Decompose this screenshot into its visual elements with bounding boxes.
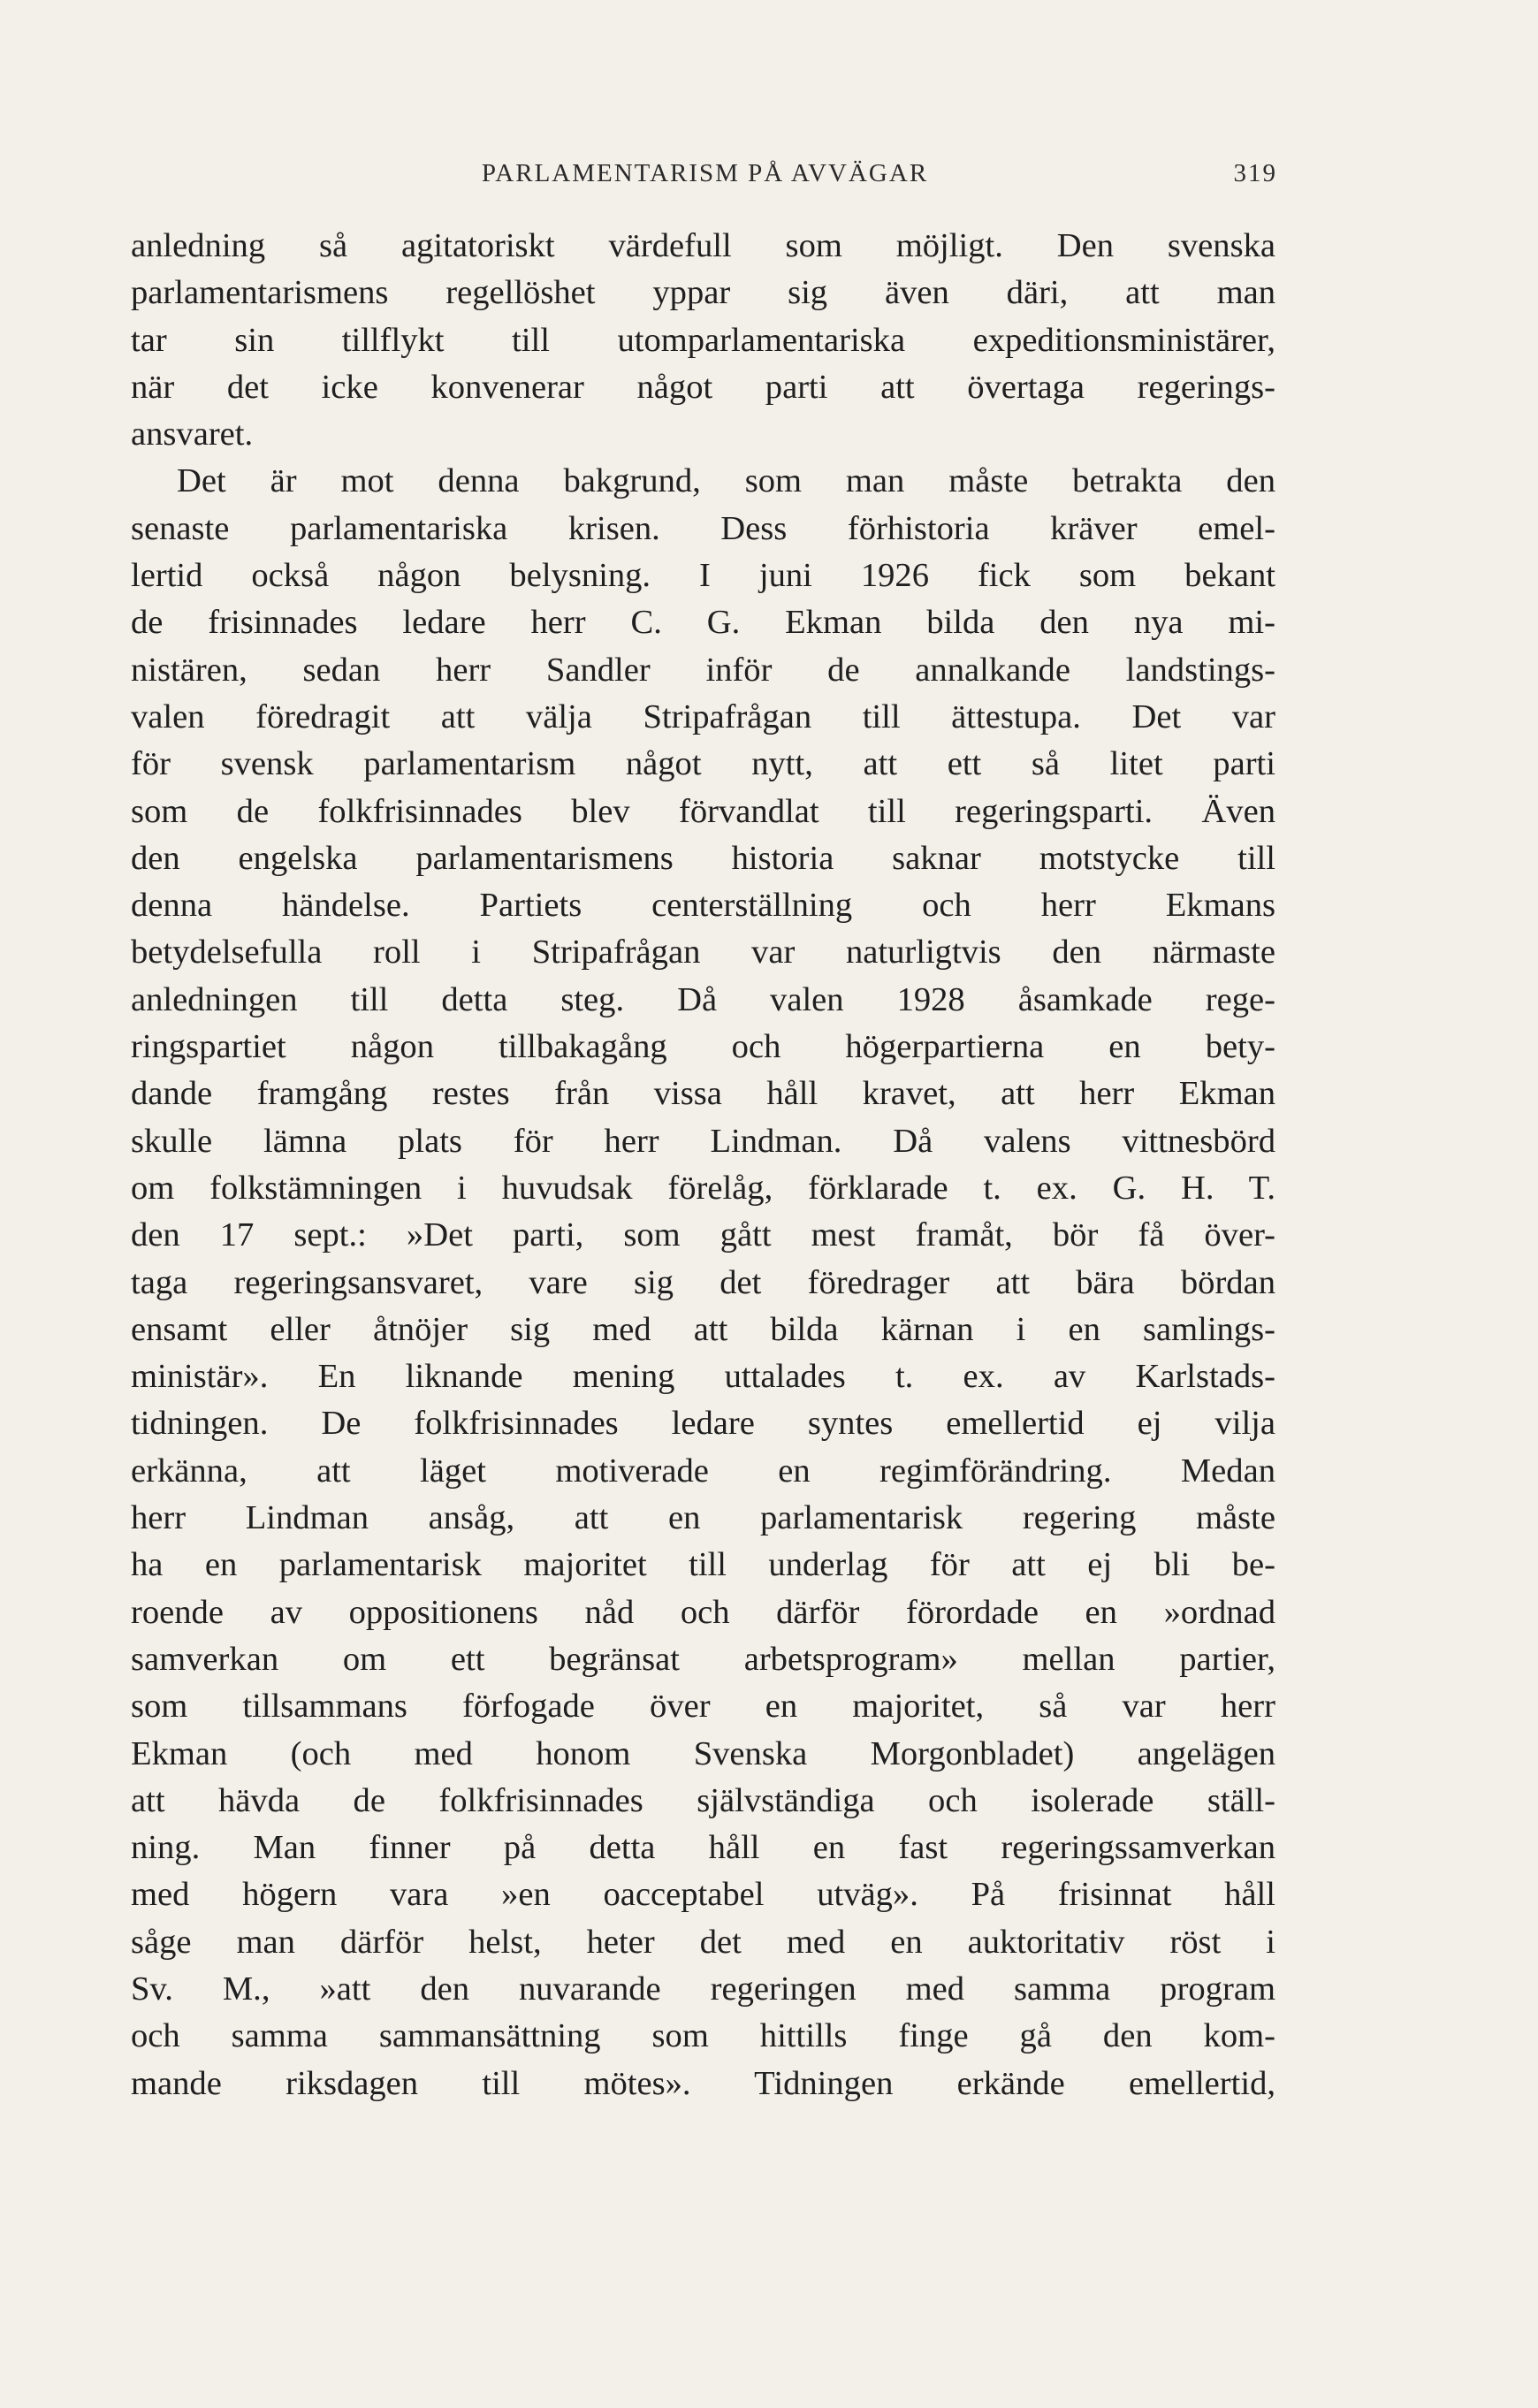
text-line: lertid också någon belysning. I juni 1926 fick som bekant [131,557,1275,595]
text-line: Sv. M., »att den nuvarande regeringen med samma program [131,1970,1275,2008]
text-line: för svensk parlamentarism något nytt, att ett så litet parti [131,745,1275,783]
text-line: ministär». En liknande mening uttalades t. ex. av Karlstads- [131,1358,1275,1396]
text-line: ha en parlamentarisk majoritet till underlag för att ej bli be- [131,1546,1275,1584]
text-line: ringspartiet någon tillbakagång och högerpartierna en bety- [131,1028,1275,1066]
body-text [131,223,1275,2107]
text-line: som tillsammans förfogade över en majoritet, så var herr [131,1688,1275,1726]
text-line: ensamt eller åtnöjer sig med att bilda kärnan i en samlings- [131,1310,1275,1348]
text-line: anledningen till detta steg. Då valen 1928 åsamkade rege- [131,980,1275,1018]
text-line: betydelsefulla roll i Stripafrågan var naturligtvis den närmaste [131,933,1275,972]
text-line: anledning så agitatoriskt värdefull som möjligt. Den svenska [131,227,1275,264]
page-number: 319 [1233,159,1277,187]
text-line: när det icke konvenerar något parti att övertaga regerings- [131,368,1275,406]
text-line: Ekman (och med honom Svenska Morgonbladet) angelägen [131,1734,1275,1772]
text-line: nistären, sedan herr Sandler inför de annalkande landstings- [131,651,1275,689]
text-line: tidningen. De folkfrisinnades ledare syntes emellertid ej vilja [131,1405,1275,1443]
text-line: erkänna, att läget motiverade en regimförändring. Medan [131,1452,1275,1490]
text-line: valen föredragit att välja Stripafrågan till ättestupa. Det var [131,697,1275,735]
text-line: om folkstämningen i huvudsak förelåg, förklarade t. ex. G. H. T. [131,1169,1275,1207]
text-line: mande riksdagen till mötes». Tidningen erkände emellertid, [131,2064,1275,2102]
text-line: Det är mot denna bakgrund, som man måste betrakta den [177,462,1275,500]
text-line: denna händelse. Partiets centerställning och herr Ekmans [131,887,1275,925]
text-line: ning. Man finner på detta håll en fast regeringssamverkan [131,1829,1275,1867]
text-line: såge man därför helst, heter det med en auktoritativ röst i [131,1923,1275,1961]
text-line: herr Lindman ansåg, att en parlamentarisk regering måste [131,1499,1275,1537]
text-line: att hävda de folkfrisinnades självständiga och isolerade ställ- [131,1781,1275,1819]
text-line: senaste parlamentariska krisen. Dess förhistoria kräver emel- [131,509,1275,547]
text-line: den engelska parlamentarismens historia saknar motstycke till [131,839,1275,877]
text-line: parlamentarismens regellöshet yppar sig även däri, att man [131,274,1275,312]
text-line: med högern vara »en oacceptabel utväg». På frisinnat håll [131,1876,1275,1914]
running-head [133,159,1277,198]
text-line: tar sin tillflykt till utomparlamentariska expeditionsministärer, [131,321,1275,359]
text-line: ansvaret. [131,415,254,453]
text-line: roende av oppositionens nåd och därför förordade en »ordnad [131,1593,1275,1631]
text-line: samverkan om ett begränsat arbetsprogram» mellan partier, [131,1640,1275,1678]
text-line: dande framgång restes från vissa håll kravet, att herr Ekman [131,1075,1275,1113]
text-line: som de folkfrisinnades blev förvandlat till regeringsparti. Även [131,792,1275,830]
text-line: den 17 sept.: »Det parti, som gått mest framåt, bör få över- [131,1216,1275,1254]
text-line: de frisinnades ledare herr C. G. Ekman bilda den nya mi- [131,604,1275,642]
text-line: skulle lämna plats för herr Lindman. Då valens vittnesbörd [131,1122,1275,1160]
text-line: taga regeringsansvaret, vare sig det föredrager att bära bördan [131,1263,1275,1301]
running-title: PARLAMENTARISM PÅ AVVÄGAR [481,159,929,187]
text-line: och samma sammansättning som hittills finge gå den kom- [131,2017,1275,2055]
